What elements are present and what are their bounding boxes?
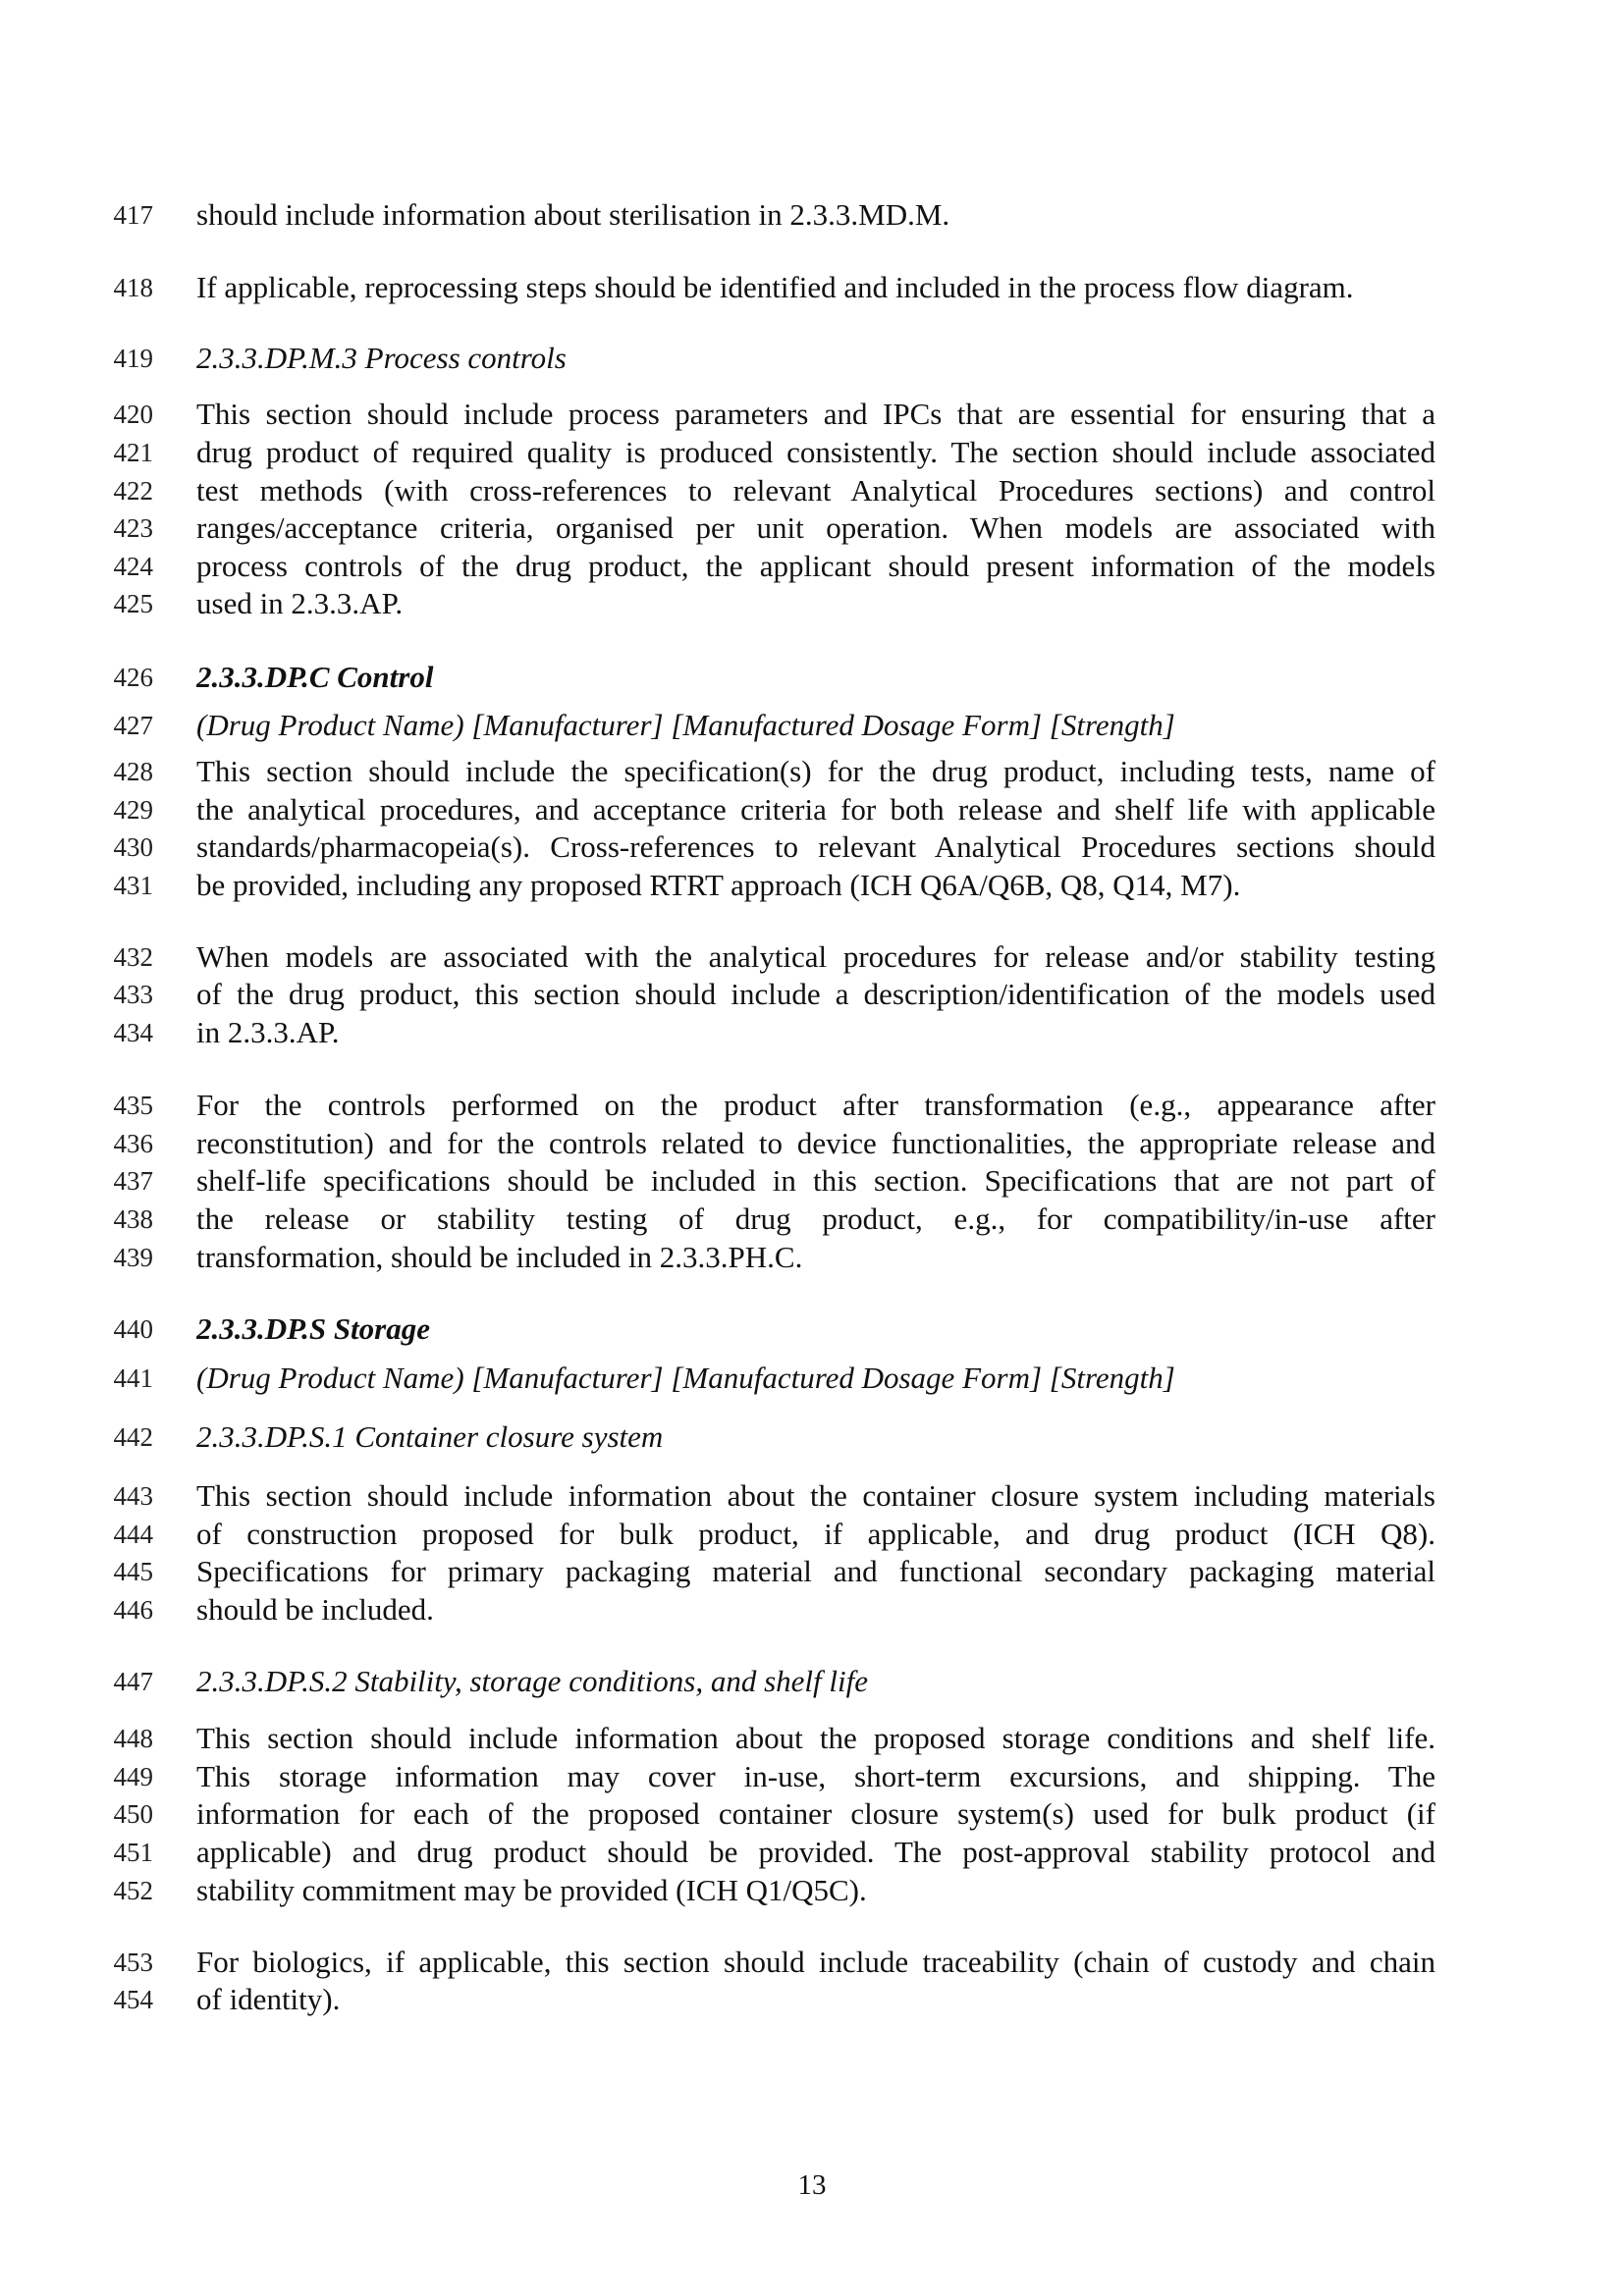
line-number: 417	[113, 200, 153, 230]
line-text: This section should include information about the container closure system including materials	[196, 1478, 1435, 1513]
section-heading: (Drug Product Name) [Manufacturer] [Manufactured Dosage Form] [Strength]	[196, 708, 1175, 742]
line-number: 454	[113, 1985, 153, 2014]
text-line	[0, 1834, 1624, 1871]
text-line	[0, 1591, 1624, 1629]
line-text: process controls of the drug product, the applicant should present information of the models	[196, 549, 1435, 583]
line-text: ranges/acceptance criteria, organised per unit operation. When models are associated with	[196, 510, 1435, 545]
section-heading: 2.3.3.DP.S.1 Container closure system	[196, 1419, 664, 1454]
text-line	[0, 1125, 1624, 1162]
text-line	[0, 753, 1624, 790]
text-line	[0, 867, 1624, 904]
line-text: shelf-life specifications should be included in this section. Specifications that are not part of	[196, 1163, 1435, 1198]
text-line	[0, 1944, 1624, 1981]
text-line	[0, 585, 1624, 622]
line-text: test methods (with cross-references to relevant Analytical Procedures sections) and control	[196, 473, 1435, 507]
line-number: 433	[113, 980, 153, 1009]
line-text: stability commitment may be provided (ICH Q1/Q5C).	[196, 1873, 867, 1907]
line-text: of identity).	[196, 1982, 341, 2016]
line-number: 447	[113, 1667, 153, 1696]
line-text: drug product of required quality is produced consistently. The section should include associated	[196, 435, 1435, 469]
text-line	[0, 1553, 1624, 1590]
line-text: in 2.3.3.AP.	[196, 1015, 340, 1049]
line-text: reconstitution) and for the controls related to device functionalities, the appropriate release and	[196, 1126, 1435, 1160]
section-heading: (Drug Product Name) [Manufacturer] [Manufactured Dosage Form] [Strength]	[196, 1361, 1175, 1395]
section-heading: 2.3.3.DP.S.2 Stability, storage conditions, and shelf life	[196, 1664, 868, 1698]
line-text: This section should include information about the proposed storage conditions and shelf life.	[196, 1721, 1435, 1755]
text-line	[0, 1201, 1624, 1238]
text-line	[0, 340, 1624, 377]
line-number: 418	[113, 273, 153, 302]
line-number: 432	[113, 942, 153, 972]
text-line	[0, 1239, 1624, 1276]
line-number: 423	[113, 513, 153, 543]
line-text: If applicable, reprocessing steps should be identified and included in the process flow diagram.	[196, 270, 1354, 304]
line-number: 437	[113, 1166, 153, 1196]
line-number: 422	[113, 476, 153, 506]
line-number: 428	[113, 757, 153, 786]
line-text: of construction proposed for bulk product, if applicable, and drug product (ICH Q8).	[196, 1517, 1435, 1551]
line-number: 440	[113, 1314, 153, 1344]
line-number: 427	[113, 711, 153, 740]
line-text: the analytical procedures, and acceptance criteria for both release and shelf life with applicable	[196, 792, 1435, 827]
text-line	[0, 1795, 1624, 1833]
line-text: standards/pharmacopeia(s). Cross-references to relevant Analytical Procedures sections should	[196, 829, 1435, 864]
line-number: 450	[113, 1799, 153, 1829]
line-number: 419	[113, 344, 153, 373]
line-text: information for each of the proposed container closure system(s) used for bulk product (if	[196, 1796, 1435, 1831]
section-heading: 2.3.3.DP.S Storage	[196, 1311, 430, 1346]
line-text: This section should include the specification(s) for the drug product, including tests, name of	[196, 754, 1435, 788]
line-number: 434	[113, 1018, 153, 1047]
line-number: 436	[113, 1129, 153, 1158]
line-number: 426	[113, 663, 153, 692]
text-line	[0, 1360, 1624, 1397]
line-number: 430	[113, 832, 153, 862]
text-line	[0, 434, 1624, 471]
line-text: applicable) and drug product should be provided. The post-approval stability protocol and	[196, 1835, 1435, 1869]
line-number: 425	[113, 589, 153, 618]
text-line	[0, 1663, 1624, 1700]
text-line	[0, 1981, 1624, 2018]
line-text: should include information about sterilisation in 2.3.3.MD.M.	[196, 197, 950, 232]
line-text: used in 2.3.3.AP.	[196, 586, 404, 620]
line-text: Specifications for primary packaging material and functional secondary packaging material	[196, 1554, 1435, 1588]
line-text: This section should include process parameters and IPCs that are essential for ensuring that a	[196, 397, 1435, 431]
line-number: 453	[113, 1948, 153, 1977]
page-number: 13	[797, 2169, 827, 2201]
section-heading: 2.3.3.DP.M.3 Process controls	[196, 341, 567, 375]
line-text: the release or stability testing of drug product, e.g., for compatibility/in-use after	[196, 1201, 1435, 1236]
text-line	[0, 976, 1624, 1013]
line-text: For biologics, if applicable, this section should include traceability (chain of custody and chain	[196, 1945, 1435, 1979]
line-text: be provided, including any proposed RTRT approach (ICH Q6A/Q6B, Q8, Q14, M7).	[196, 868, 1241, 902]
line-text: This storage information may cover in-use, short-term excursions, and shipping. The	[196, 1759, 1435, 1793]
line-number: 445	[113, 1557, 153, 1586]
line-number: 435	[113, 1091, 153, 1120]
text-line	[0, 396, 1624, 433]
text-line	[0, 472, 1624, 509]
line-number: 451	[113, 1838, 153, 1867]
line-text: should be included.	[196, 1592, 434, 1627]
text-line	[0, 1872, 1624, 1909]
line-number: 420	[113, 400, 153, 429]
line-number: 452	[113, 1876, 153, 1905]
line-text: For the controls performed on the product after transformation (e.g., appearance after	[196, 1088, 1435, 1122]
line-number: 421	[113, 438, 153, 467]
text-line	[0, 1477, 1624, 1515]
line-text: When models are associated with the analytical procedures for release and/or stability testing	[196, 939, 1435, 974]
text-line	[0, 707, 1624, 744]
text-line	[0, 1758, 1624, 1795]
text-line	[0, 1014, 1624, 1051]
line-number: 444	[113, 1520, 153, 1549]
line-text: of the drug product, this section should include a description/identification of the models used	[196, 977, 1435, 1011]
text-line	[0, 1516, 1624, 1553]
line-number: 439	[113, 1243, 153, 1272]
line-number: 429	[113, 795, 153, 825]
text-line	[0, 791, 1624, 828]
text-line	[0, 269, 1624, 306]
line-number: 424	[113, 552, 153, 581]
text-line	[0, 1087, 1624, 1124]
line-number: 442	[113, 1422, 153, 1452]
line-number: 441	[113, 1363, 153, 1393]
text-line	[0, 1418, 1624, 1456]
line-text: transformation, should be included in 2.3.3.PH.C.	[196, 1240, 803, 1274]
text-line	[0, 509, 1624, 547]
line-number: 446	[113, 1595, 153, 1625]
text-line	[0, 196, 1624, 234]
text-line	[0, 548, 1624, 585]
text-line	[0, 1162, 1624, 1200]
line-number: 443	[113, 1481, 153, 1511]
line-number: 448	[113, 1724, 153, 1753]
text-line	[0, 659, 1624, 696]
text-line	[0, 1310, 1624, 1348]
line-number: 438	[113, 1204, 153, 1234]
line-number: 449	[113, 1762, 153, 1791]
section-heading: 2.3.3.DP.C Control	[196, 660, 434, 694]
text-line	[0, 938, 1624, 976]
line-number: 431	[113, 871, 153, 900]
text-line	[0, 828, 1624, 866]
text-line	[0, 1720, 1624, 1757]
